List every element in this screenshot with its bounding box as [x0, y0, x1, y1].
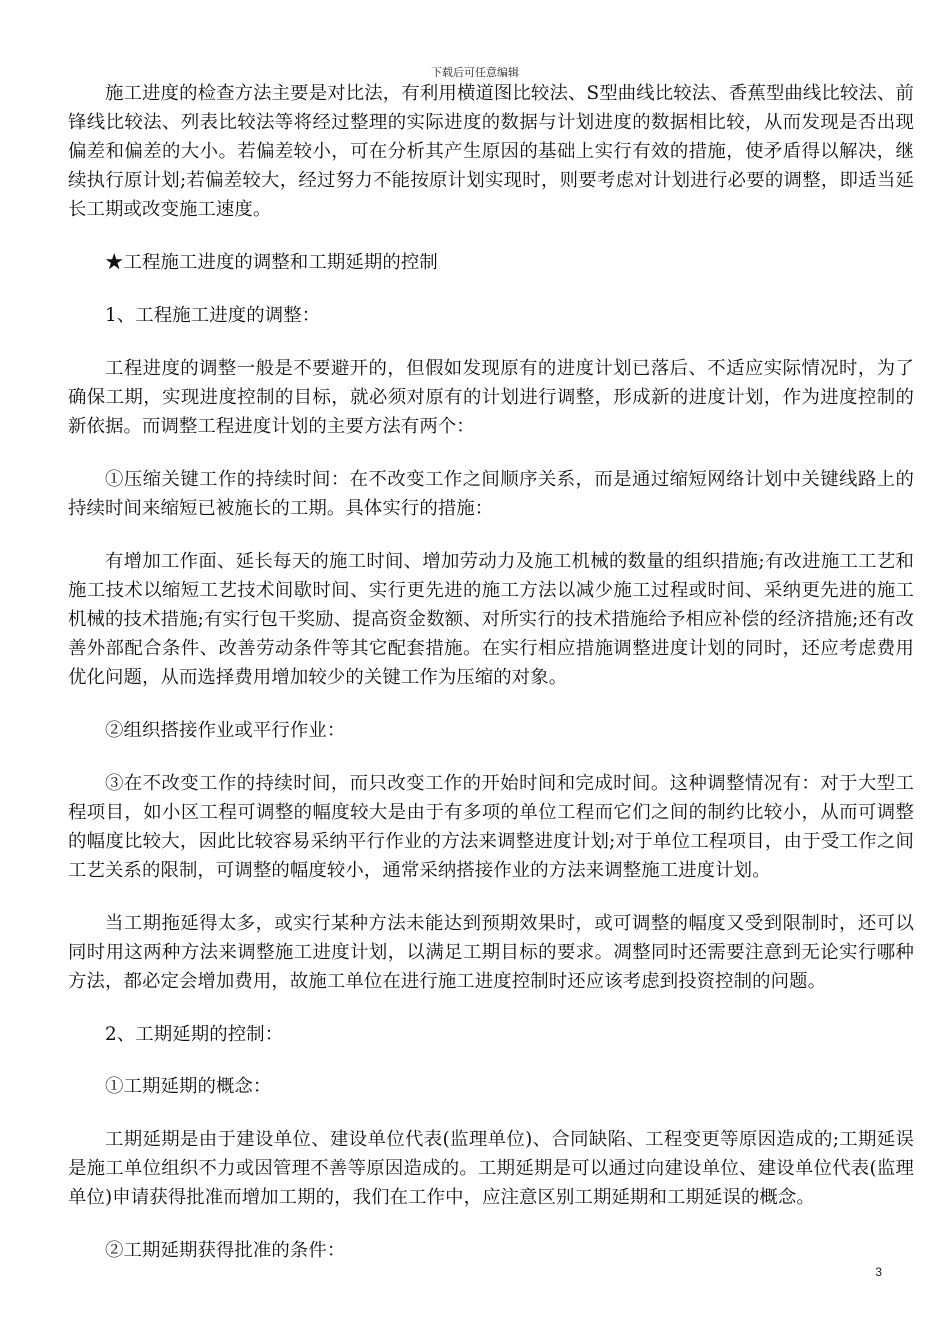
paragraph-overlap-or-parallel-work: ②组织搭接作业或平行作业：: [105, 720, 346, 741]
paragraph-combined-methods: 当工期拖延得太多，或实行某种方法未能达到预期效果时，或可调整的幅度又受到限制时，还可以同时用这两种方法来调整施工进度计划，以满足工期目标的要求。凋整同时还需要注意到无论实行哪种方法，都必定会增加费用，故施工单位在进行施工进度控制时还应该考虑到投资控制的问题。: [68, 913, 914, 992]
paragraph-adjustment-overview: 工程进度的调整一般是不要避开的，但假如发现原有的进度计划已落后、不适应实际情况时，为了确保工期，实现进度控制的目标，就必须对原有的计划进行调整，形成新的进度计划，作为进度控制的新依据。而调整工程进度计划的主要方法有两个：: [68, 358, 914, 437]
paragraph-measures-list: 有增加工作面、延长每天的施工时间、增加劳动力及施工机械的数量的组织措施;有改进施工工艺和施工技术以缩短工艺技术间歇时间、实行更先进的施工方法以减少施工过程或时间、采纳更先进的施工机械的技术措施;有实行包干奖励、提高资金数额、对所实行的技术措施给予相应补偿的经济措施;还有改善外部配合条件、改善劳动条件等其它配套措施。在实行相应措施调整进度计划的同时，还应考虑费用优化问题，从而选择费用增加较少的关键工作为压缩的对象。: [68, 551, 914, 688]
section-heading-adjustment-and-extension: ★工程施工进度的调整和工期延期的控制: [105, 252, 438, 273]
subheading-extension-approval-conditions: ②工期延期获得批准的条件：: [105, 1240, 346, 1261]
page-number: 3: [875, 1265, 882, 1279]
subheading-schedule-adjustment: 1、工程施工进度的调整：: [105, 305, 321, 326]
page-header-note: 下载后可任意编辑: [431, 66, 519, 79]
document-body: [68, 79, 914, 1289]
subheading-extension-control: 2、工期延期的控制：: [105, 1024, 284, 1045]
subheading-extension-concept: ①工期延期的概念：: [105, 1076, 272, 1097]
paragraph-extension-definition: 工期延期是由于建设单位、建设单位代表(监理单位)、合同缺陷、工程变更等原因造成的;工期延误是施工单位组织不力或因管理不善等原因造成的。工期延期是可以通过向建设单位、建设单位代表(监理单位)申请获得批准而增加工期的，我们在工作中，应注意区别工期延期和工期延误的概念。: [68, 1129, 914, 1208]
paragraph-inspection-methods: 施工进度的检查方法主要是对比法，有利用横道图比较法、S型曲线比较法、香蕉型曲线比较法、前锋线比较法、列表比较法等将经过整理的实际进度的数据与计划进度的数据相比较，从而发现是否出现偏差和偏差的大小。若偏差较小，可在分析其产生原因的基础上实行有效的措施，使矛盾得以解决，继续执行原计划;若偏差较大，经过努力不能按原计划实现时，则要考虑对计划进行必要的调整，即适当延长工期或改变施工速度。: [68, 83, 914, 220]
paragraph-compress-key-work: ①压缩关键工作的持续时间：在不改变工作之间顺序关系，而是通过缩短网络计划中关键线路上的持续时间来缩短已被施长的工期。具体实行的措施：: [68, 469, 914, 519]
paragraph-change-start-finish-times: ③在不改变工作的持续时间，而只改变工作的开始时间和完成时间。这种调整情况有：对于大型工程项目，如小区工程可调整的幅度较大是由于有多项的单位工程而它们之间的制约比较小，从而可调整的幅度比较大，因此比较容易采纳平行作业的方法来调整进度计划;对于单位工程项目，由于受工作之间工艺关系的限制，可调整的幅度较小，通常采纳搭接作业的方法来调整施工进度计划。: [68, 773, 914, 881]
